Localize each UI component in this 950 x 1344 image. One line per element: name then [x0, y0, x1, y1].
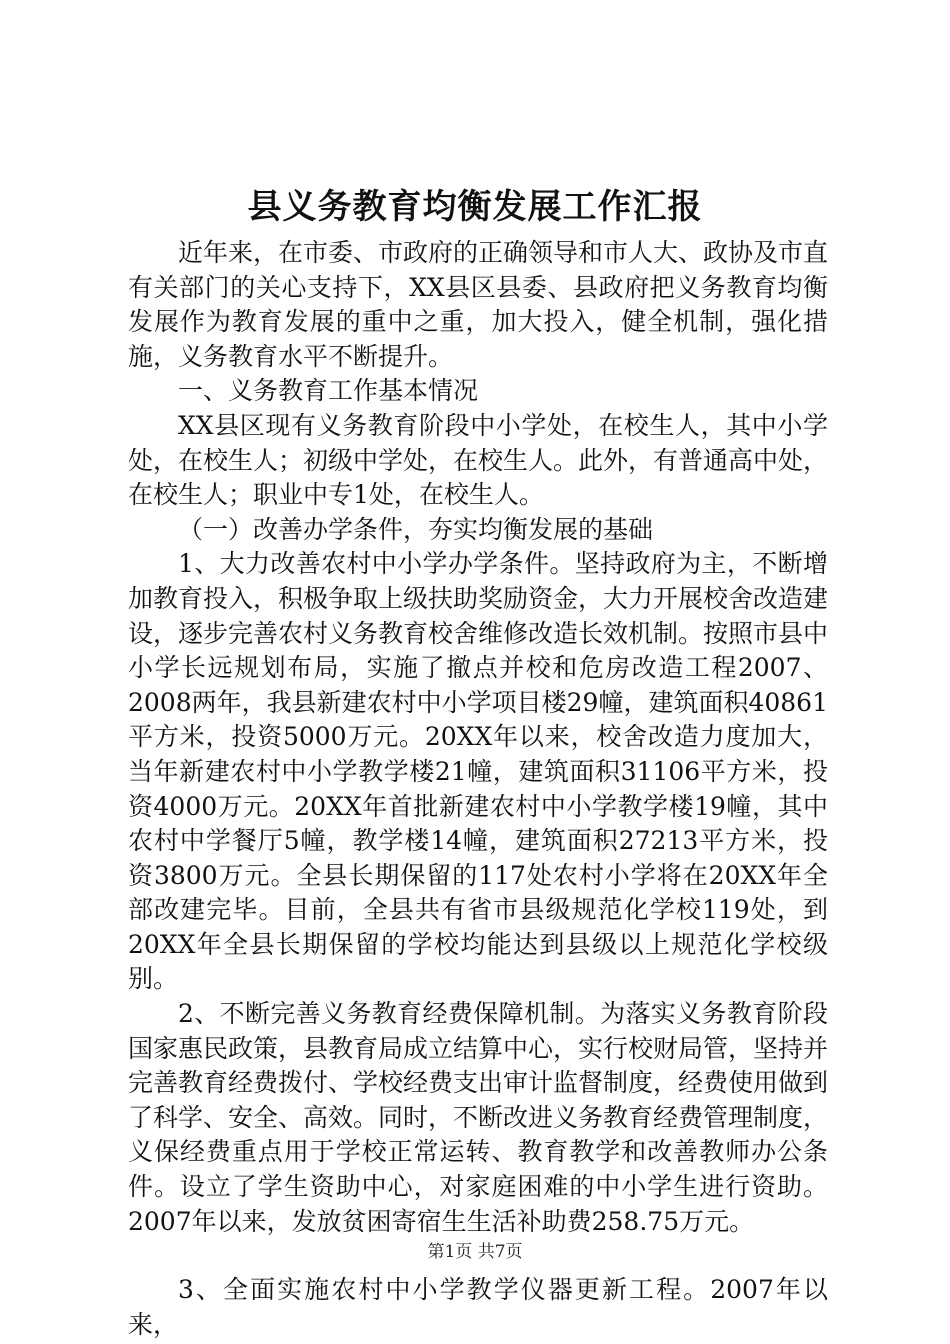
document-title: 县义务教育均衡发展工作汇报: [247, 187, 703, 227]
document-body: [128, 236, 828, 1342]
paragraph-school-stats: XX县区现有义务教育阶段中小学处，在校生人，其中小学处，在校生人；初级中学处，在校生人。此外，有普通高中处，在校生人；职业中专1处，在校生人。: [128, 410, 829, 510]
section-heading: 一、义务教育工作基本情况: [178, 376, 479, 406]
paragraph-item-2: 2、不断完善义务教育经费保障机制。为落实义务教育阶段国家惠民政策，县教育局成立结算中心，实行校财局管，坚持并完善教育经费拨付、学校经费支出审计监督制度，经费使用做到了科学、安全、高效。同时，不断改进义务教育经费管理制度，义保经费重点用于学校正常运转、教育教学和改善教师办公条件。设立了学生资助中心，对家庭困难的中小学生进行资助。2007年以来，发放贫困寄宿生生活补助费258.75万元。: [128, 999, 829, 1236]
paragraph-item-1: 1、大力改善农村中小学办学条件。坚持政府为主，不断增加教育投入，积极争取上级扶助奖励资金，大力开展校舍改造建设，逐步完善农村义务教育校舍维修改造长效机制。按照市县中小学长远规划布局，实施了撤点并校和危房改造工程2007、2008两年，我县新建农村中小学项目楼29幢，建筑面积40861平方米，投资5000万元。20XX年以来，校舍改造力度加大，当年新建农村中小学教学楼21幢，建筑面积31106平方米，投资4000万元。20XX年首批新建农村中小学教学楼19幢，其中农村中学餐厅5幢，教学楼14幢，建筑面积27213平方米，投资3800万元。全县长期保留的117处农村小学将在20XX年全部改建完毕。目前，全县共有省市县级规范化学校119处，到20XX年全县长期保留的学校均能达到县级以上规范化学校级别。: [128, 549, 829, 994]
subsection-heading: （一）改善办学条件，夯实均衡发展的基础: [178, 514, 654, 544]
paragraph-item-3: 3、全面实施农村中小学教学仪器更新工程。2007年以来，: [128, 1275, 828, 1339]
page-footer: 第1页 共7页: [427, 1242, 523, 1262]
paragraph-intro: 近年来，在市委、市政府的正确领导和市人大、政协及市直有关部门的关心支持下，XX县区县委、县政府把义务教育均衡发展作为教育发展的重中之重，加大投入，健全机制，强化措施，义务教育水平不断提升。: [128, 238, 829, 371]
